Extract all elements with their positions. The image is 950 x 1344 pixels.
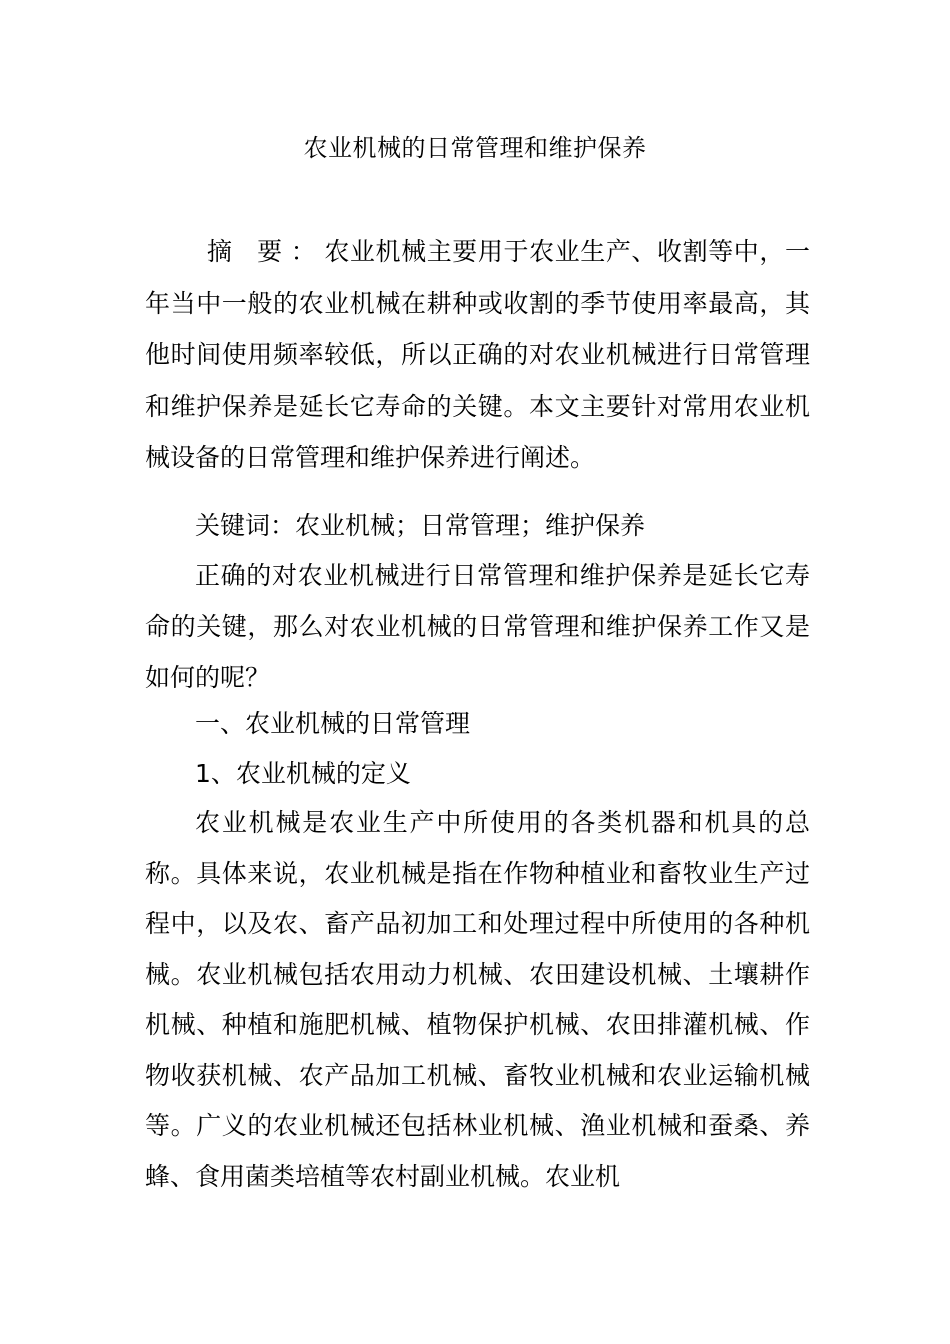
document-title: 农业机械的日常管理和维护保养 bbox=[303, 134, 647, 162]
abstract-text: 农业机械主要用于农业生产、收割等中，一年当中一般的农业机械在耕种或收割的季节使用率最高，其他时间使用频率较低，所以正确的对农业机械进行日常管理和维护保养是延长它寿命的关键。本文主要针对常用农业机械设备的日常管理和维护保养进行阐述。 bbox=[145, 237, 810, 472]
abstract-label: 摘 要： bbox=[207, 237, 325, 266]
definition-paragraph: 农业机械是农业生产中所使用的各类机器和机具的总称。具体来说，农业机械是指在作物种植业和畜牧业生产过程中，以及农、畜产品初加工和处理过程中所使用的各种机械。农业机械包括农用动力机械、农田建设机械、土壤耕作机械、种植和施肥机械、植物保护机械、农田排灌机械、作物收获机械、农产品加工机械、畜牧业机械和农业运输机械等。广义的农业机械还包括林业机械、渔业机械和蚕桑、养蜂、食用菌类培植等农村副业机械。农业机 bbox=[145, 808, 810, 1191]
abstract-paragraph bbox=[145, 226, 810, 484]
section-heading: 一、农业机械的日常管理 bbox=[195, 709, 471, 738]
subsection-heading: 1、农业机械的定义 bbox=[195, 759, 411, 788]
keywords-line: 关键词：农业机械；日常管理；维护保养 bbox=[195, 511, 646, 540]
intro-paragraph: 正确的对农业机械进行日常管理和维护保养是延长它寿命的关键，那么对农业机械的日常管理和维护保养工作又是如何的呢？ bbox=[145, 561, 810, 692]
